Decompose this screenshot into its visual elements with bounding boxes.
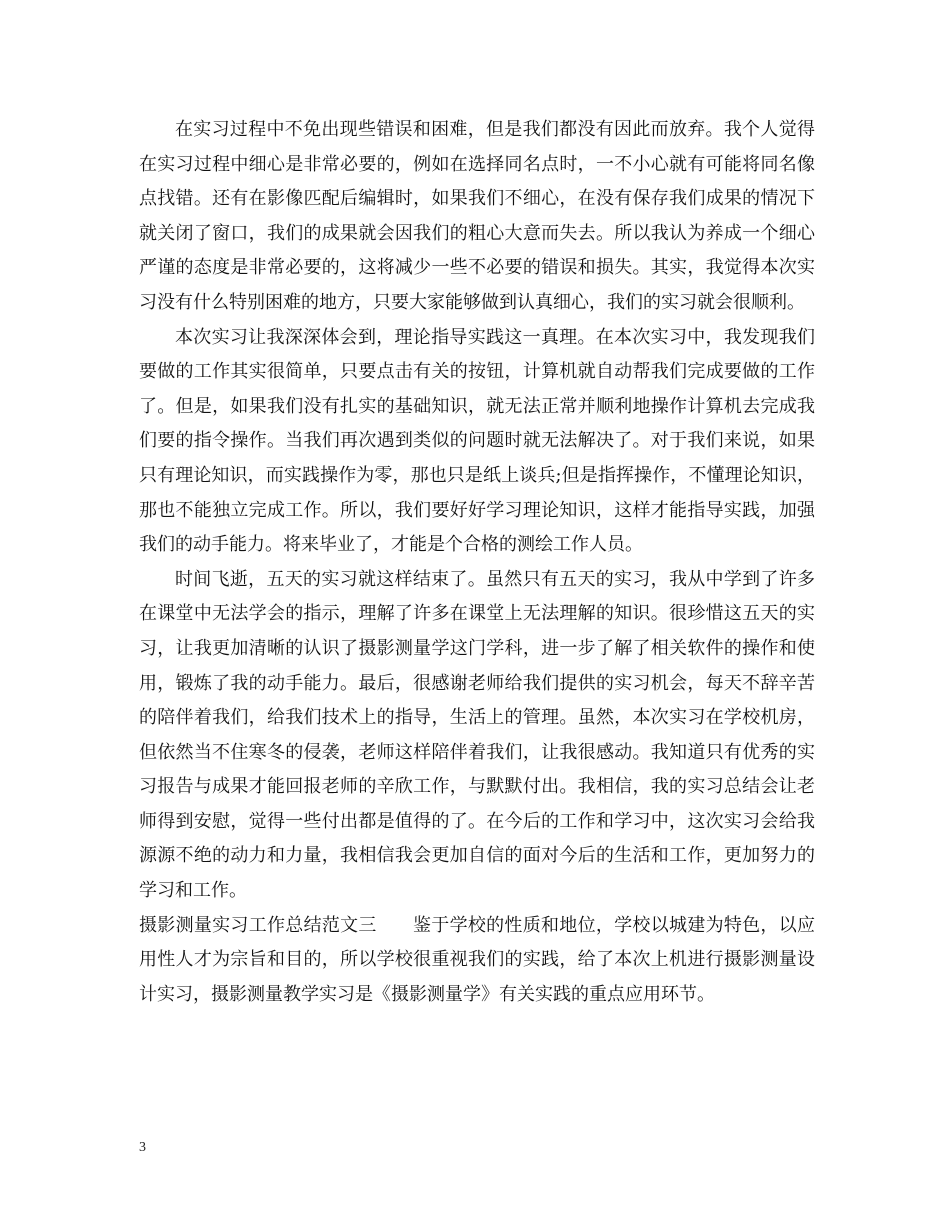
paragraph-1: 在实习过程中不免出现些错误和困难，但是我们都没有因此而放弃。我个人觉得在实习过程中细心是非常必要的，例如在选择同名点时，一不小心就有可能将同名像点找错。还有在影像匹配后编辑时，如果我们不细心，在没有保存我们成果的情况下就关闭了窗口，我们的成果就会因我们的粗心大意而失去。所以我认为养成一个细心严谨的态度是非常必要的，这将减少一些不必要的错误和损失。其实，我觉得本次实习没有什么特别困难的地方，只要大家能够做到认真细心，我们的实习就会很顺利。: [139, 119, 815, 313]
document-body: [139, 113, 815, 1012]
paragraph-2: 本次实习让我深深体会到，理论指导实践这一真理。在本次实习中，我发现我们要做的工作其实很简单，只要点击有关的按钮，计算机就自动帮我们完成要做的工作了。但是，如果我们没有扎实的基础知识，就无法正常并顺利地操作计算机去完成我们要的指令操作。当我们再次遇到类似的问题时就无法解决了。对于我们来说，如果只有理论知识，而实践操作为零，那也只是纸上谈兵;但是指挥操作，不懂理论知识，那也不能独立完成工作。所以，我们要好好学习理论知识，这样才能指导实践，加强我们的动手能力。将来毕业了，才能是个合格的测绘工作人员。: [139, 326, 815, 556]
page-number: 3: [139, 1140, 146, 1155]
section-text: 鉴于学校的性质和地位，学校以城建为特色，以应用性人才为宗旨和目的，所以学校很重视我们的实践，给了本次上机进行摄影测量设计实习，摄影测量教学实习是《摄影测量学》有关实践的重点应用环节。: [139, 914, 816, 1005]
section-title: 摄影测量实习工作总结范文三: [139, 914, 377, 936]
paragraph-3: 时间飞逝，五天的实习就这样结束了。虽然只有五天的实习，我从中学到了许多在课堂中无法学会的指示，理解了许多在课堂上无法理解的知识。很珍惜这五天的实习，让我更加清晰的认识了摄影测量学这门学科，进一步了解了相关软件的操作和使用，锻炼了我的动手能力。最后，很感谢老师给我们提供的实习机会，每天不辞辛苦的陪伴着我们，给我们技术上的指导，生活上的管理。虽然，本次实习在学校机房，但依然当不住寒冬的侵袭，老师这样陪伴着我们，让我很感动。我知道只有优秀的实习报告与成果才能回报老师的辛欣工作，与默默付出。我相信，我的实习总结会让老师得到安慰，觉得一些付出都是值得的了。在今后的工作和学习中，这次实习会给我源源不绝的动力和力量，我相信我会更加自信的面对今后的生活和工作，更加努力的学习和工作。: [139, 568, 815, 902]
section-paragraph: [139, 909, 815, 1013]
